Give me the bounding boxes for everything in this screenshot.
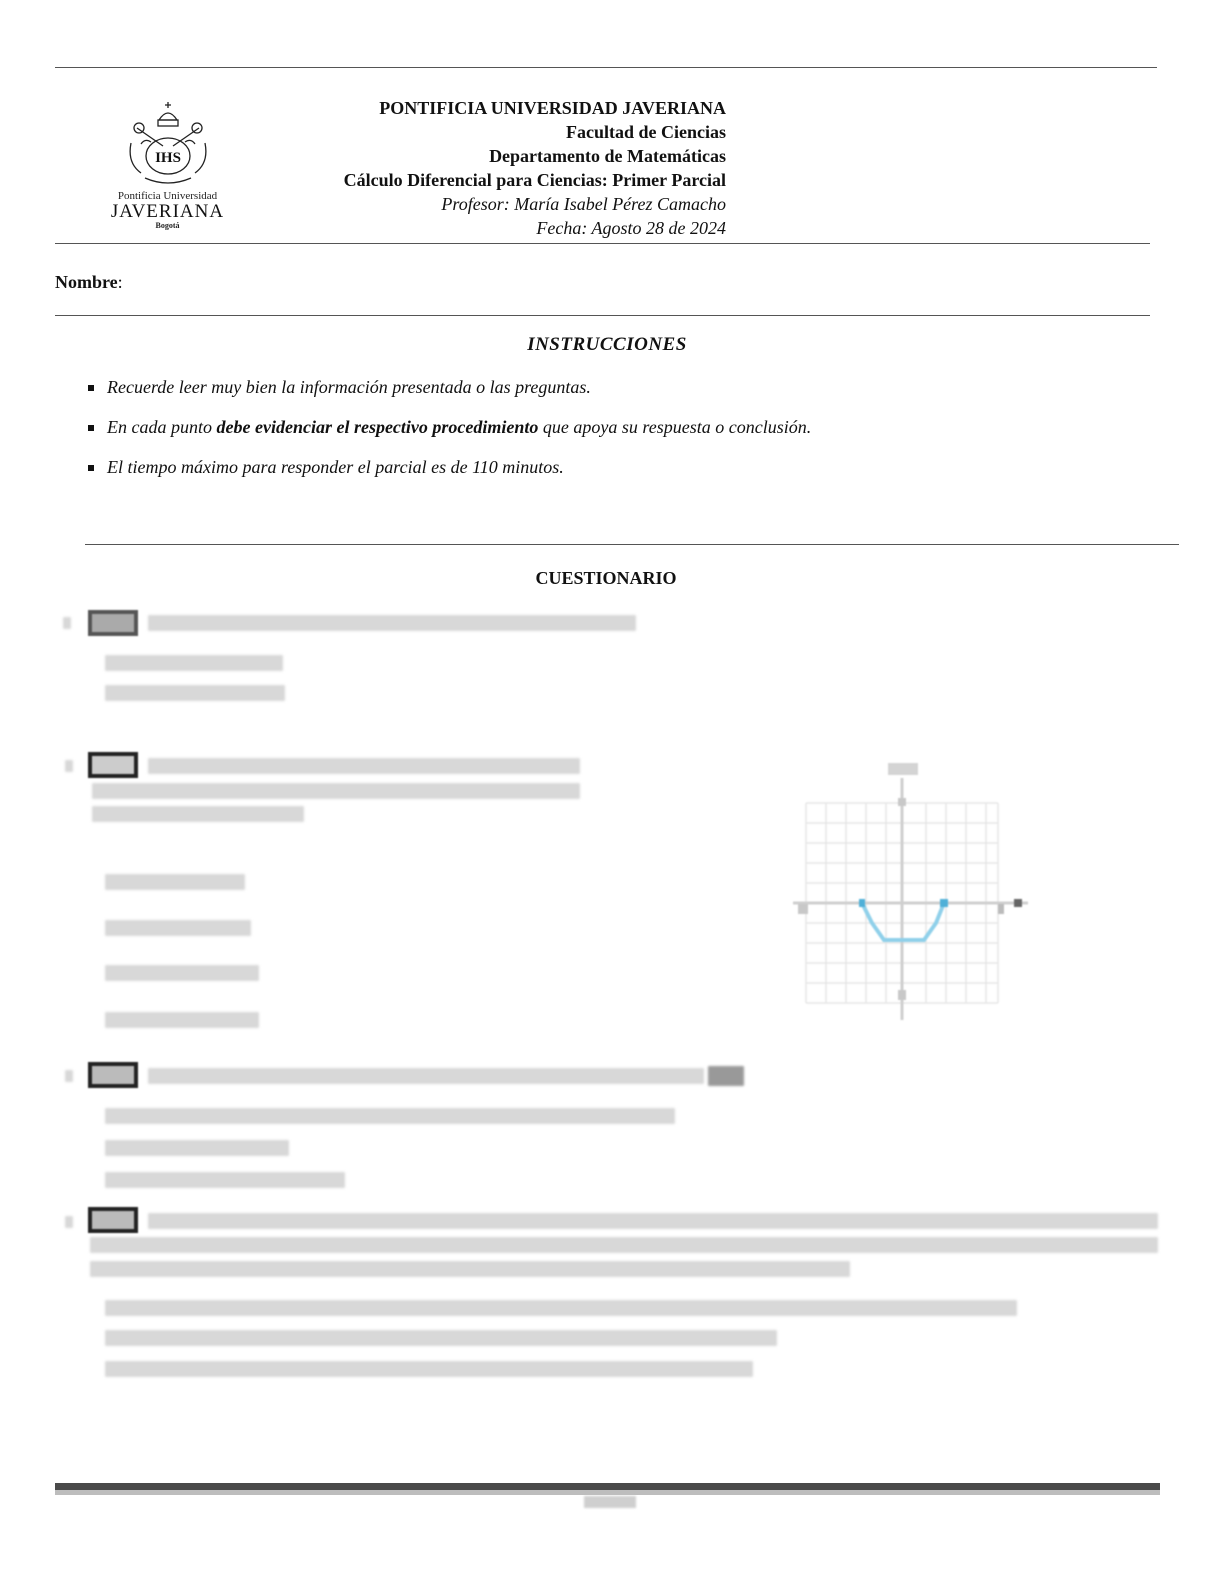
svg-text:IHS: IHS [154, 150, 181, 166]
obscured-tick-label [898, 990, 906, 1000]
instruction-text: Recuerde leer muy bien la información presentada o las preguntas. [107, 377, 591, 397]
obscured-points-box [88, 610, 138, 636]
instruction-item [86, 377, 811, 417]
exam-date: Fecha: Agosto 28 de 2024 [536, 218, 726, 238]
footer-rule-shadow [55, 1490, 1160, 1495]
name-field [55, 272, 123, 293]
coat-of-arms-icon [123, 98, 213, 190]
obscured-text [105, 1300, 1017, 1316]
obscured-axis-label [1014, 899, 1022, 907]
obscured-text [148, 1068, 704, 1084]
curve-endpoint [859, 899, 865, 907]
exam-header [344, 96, 726, 240]
professor-name: Profesor: María Isabel Pérez Camacho [441, 194, 726, 214]
obscured-text [105, 685, 285, 701]
instruction-item [86, 457, 811, 497]
obscured-text [92, 806, 304, 822]
footer-rule [55, 1483, 1160, 1490]
instructions-bottom-rule [85, 544, 1179, 545]
bullet-icon [88, 465, 94, 471]
obscured-number [65, 1070, 73, 1082]
obscured-number [65, 760, 73, 772]
obscured-text [105, 1012, 259, 1028]
name-rule [55, 315, 1150, 316]
obscured-text [105, 965, 259, 981]
instruction-text-pre: En cada punto [107, 417, 217, 437]
obscured-number [63, 617, 71, 629]
logo-line-3: Bogotá [155, 221, 180, 230]
instructions-title: INSTRUCCIONES [527, 334, 687, 355]
obscured-text [105, 1361, 753, 1377]
instruction-text-post: que apoya su respuesta o conclusión. [538, 417, 812, 437]
course-title: Cálculo Diferencial para Ciencias: Primer Parcial [343, 170, 726, 190]
questionnaire-title: CUESTIONARIO [535, 568, 677, 588]
obscured-text [148, 615, 636, 631]
obscured-text [148, 1213, 1158, 1229]
logo-line-1: Pontificia Universidad [117, 190, 218, 202]
obscured-text [105, 655, 283, 671]
obscured-page-number [584, 1496, 636, 1508]
university-name: PONTIFICIA UNIVERSIDAD JAVERIANA [379, 98, 726, 118]
obscured-text [92, 783, 580, 799]
logo-line-2: JAVERIANA [110, 201, 225, 222]
name-label: Nombre [55, 272, 118, 292]
header-top-rule [55, 67, 1157, 68]
curve-endpoint [940, 899, 948, 907]
obscured-text [148, 758, 580, 774]
university-logo [100, 98, 235, 238]
obscured-number [65, 1216, 73, 1228]
bullet-icon [88, 425, 94, 431]
department-name: Departamento de Matemáticas [489, 146, 726, 166]
function-graph [788, 758, 1038, 1020]
obscured-points-box [88, 752, 138, 778]
obscured-text [105, 1330, 777, 1346]
name-colon: : [117, 272, 123, 292]
obscured-tick-label [898, 798, 906, 806]
instruction-text: El tiempo máximo para responder el parcial es de 110 minutos. [107, 457, 564, 477]
obscured-text [105, 1108, 675, 1124]
obscured-text [105, 1172, 345, 1188]
obscured-tick-label [798, 904, 808, 914]
faculty-name: Facultad de Ciencias [566, 122, 726, 142]
header-bottom-rule [55, 243, 1150, 244]
obscured-points-box [88, 1207, 138, 1233]
obscured-text [90, 1237, 1158, 1253]
obscured-fraction [708, 1066, 744, 1086]
instruction-text-strong: debe evidenciar el respectivo procedimiento [216, 417, 539, 437]
bullet-icon [88, 385, 94, 391]
instruction-item [86, 417, 811, 457]
obscured-tick-label [998, 904, 1004, 914]
instruction-text [107, 417, 811, 438]
instructions-list [86, 377, 811, 497]
obscured-text [105, 1140, 289, 1156]
obscured-points-box [88, 1062, 138, 1088]
obscured-text [105, 920, 251, 936]
obscured-text [90, 1261, 850, 1277]
obscured-text [105, 874, 245, 890]
obscured-axis-label [888, 763, 918, 775]
